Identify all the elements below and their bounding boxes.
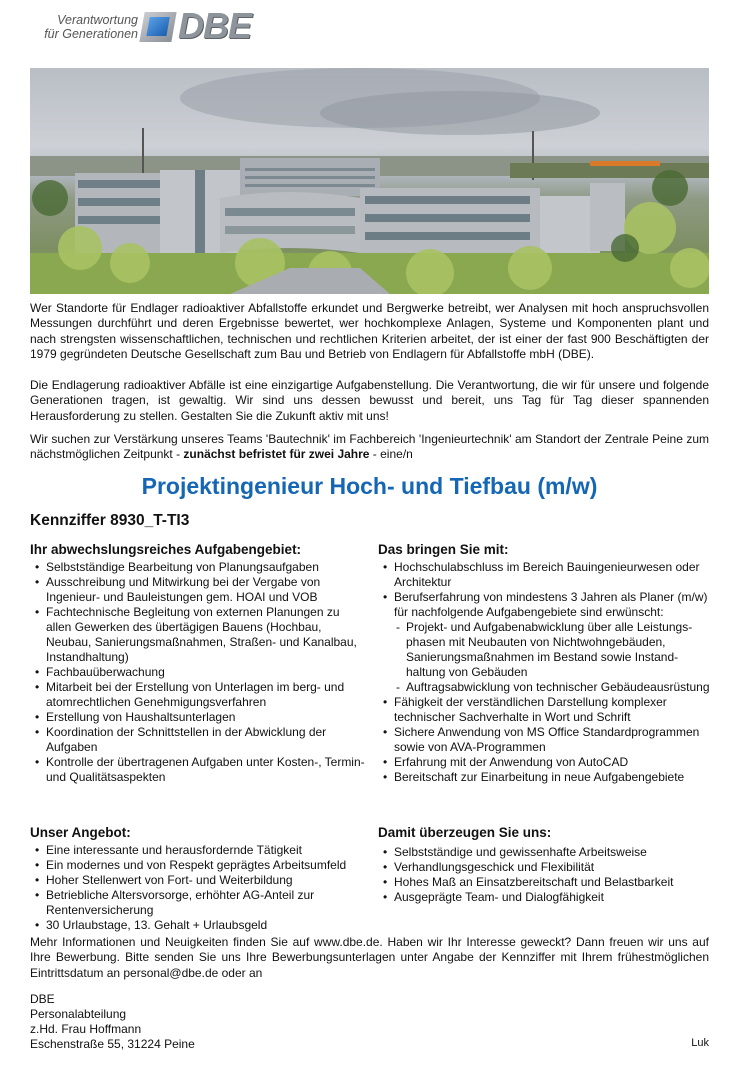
list-item: • Mitarbeit bei der Erstellung von Unterlagen im berg- und atomrechtlichen Genehmigungsverfahren	[33, 680, 368, 710]
list-item: • Ein modernes und von Respekt geprägtes Arbeitsumfeld	[33, 858, 363, 873]
list-item: • Eine interessante und herausfordernde Tätigkeit	[33, 843, 363, 858]
list-item: • Kontrolle der übertragenen Aufgaben unter Kosten-, Termin- und Qualitätsaspekten	[33, 755, 368, 785]
list-item: • Koordination der Schnittstellen in der Abwicklung der Aufgaben	[33, 725, 368, 755]
logo-wordmark: DBE	[178, 5, 252, 46]
building-photo	[30, 68, 709, 294]
list-item: • 30 Urlaubstage, 13. Gehalt + Urlaubsgeld	[33, 918, 363, 933]
company-logo	[28, 5, 288, 50]
offer-heading: Unser Angebot:	[30, 825, 131, 840]
requirements-list	[381, 560, 711, 785]
list-item: • Ausschreibung und Mitwirkung bei der Vergabe von Ingenieur- und Bauleistungen gem. HOAI und VOB	[33, 575, 368, 605]
offer-list	[33, 843, 363, 933]
tasks-list	[33, 560, 368, 785]
convince-heading: Damit überzeugen Sie uns:	[378, 825, 552, 840]
closing-paragraph: Mehr Informationen und Neuigkeiten finden Sie auf www.dbe.de. Haben wir Ihr Interesse geweckt? Dann freuen wir uns auf Ihre Bewerbung. Bitte senden Sie uns Ihre Bewerbungsunterlagen unter Angabe der Kennziffer mit Ihrem frühestmöglichen Eintrittsdatum an personal@dbe.de oder an	[30, 935, 709, 980]
list-item	[381, 590, 711, 695]
requirements-heading: Das bringen Sie mit:	[378, 542, 509, 557]
address-line: Personalabteilung	[30, 1007, 127, 1021]
list-item: • Hochschulabschluss im Bereich Bauingenieurwesen oder Architektur	[381, 560, 711, 590]
list-item: • Selbstständige Bearbeitung von Planungsaufgaben	[33, 560, 368, 575]
address-line: DBE	[30, 992, 55, 1006]
job-code: Kennziffer 8930_T-TI3	[30, 512, 190, 529]
logo-tagline	[28, 13, 138, 41]
tagline-line-2: für Generationen	[44, 27, 138, 41]
list-item: • Selbstständige und gewissenhafte Arbeitsweise	[381, 845, 711, 860]
list-item-text: Berufserfahrung von mindestens 3 Jahren als Planer (m/w) für nachfolgende Aufgabengebiete sind erwünscht:	[394, 590, 708, 619]
logo-square-icon	[139, 12, 176, 42]
postal-address	[30, 992, 195, 1052]
intro-p3-end: - eine/n	[369, 447, 413, 462]
list-item: • Fachtechnische Begleitung von externen Planungen zu allen Gewerken des übertägigen Bauens (Hochbau, Neubau, Sanierungsmaßnahmen, Straßen- und Kanalbau, Instandhaltung)	[33, 605, 368, 665]
list-item: • Hohes Maß an Einsatzbereitschaft und Belastbarkeit	[381, 875, 711, 890]
intro-p3-text: Wir suchen zur Verstärkung unseres Teams 'Bautechnik' im Fachbereich 'Ingenieurtechnik' am Standort der Zentrale Peine zum nächstmöglichen Zeitpunkt -	[30, 432, 709, 462]
list-item: • Betriebliche Altersvorsorge, erhöhter AG-Anteil zur Rentenversicherung	[33, 888, 363, 918]
list-item: • Ausgeprägte Team- und Dialogfähigkeit	[381, 890, 711, 905]
intro-paragraph-3	[30, 432, 709, 463]
list-item: • Verhandlungsgeschick und Flexibilität	[381, 860, 711, 875]
tasks-heading: Ihr abwechslungsreiches Aufgabengebiet:	[30, 542, 302, 557]
intro-paragraph-2: Die Endlagerung radioaktiver Abfälle ist eine einzigartige Aufgabenstellung. Die Verantwortung, die wir für unsere und folgende Generationen tragen, ist gewaltig. Wir sind uns dessen bewusst und bereit, uns Tag für Tag dieser spannenden Herausforderung zu stellen. Gestalten Sie die Zukunft aktiv mit uns!	[30, 378, 709, 423]
intro-p3-bold: zunächst befristet für zwei Jahre	[183, 447, 370, 462]
list-item: • Sichere Anwendung von MS Office Standardprogrammen sowie von AVA-Programmen	[381, 725, 711, 755]
list-item: • Hoher Stellenwert von Fort- und Weiterbildung	[33, 873, 363, 888]
list-item: • Erstellung von Haushaltsunterlagen	[33, 710, 368, 725]
footer-code: Luk	[691, 1037, 709, 1049]
list-item: • Erfahrung mit der Anwendung von AutoCAD	[381, 755, 711, 770]
tagline-line-1: Verantwortung	[57, 13, 138, 27]
address-line: Eschenstraße 55, 31224 Peine	[30, 1037, 195, 1051]
requirements-sublist	[394, 620, 711, 695]
list-item: • Fachbauüberwachung	[33, 665, 368, 680]
address-line: z.Hd. Frau Hoffmann	[30, 1022, 142, 1036]
convince-list	[381, 845, 711, 905]
sub-list-item: - Projekt- und Aufgabenabwicklung über alle Leistungs-phasen mit Neubauten von Nichtwohngebäuden, Sanierungsmaßnahmen im Bestand sowie Instand-haltung von Gebäuden	[394, 620, 711, 680]
sub-list-item: - Auftragsabwicklung von technischer Gebäudeausrüstung	[394, 680, 711, 695]
job-title: Projektingenieur Hoch- und Tiefbau (m/w)	[141, 473, 598, 499]
list-item: • Fähigkeit der verständlichen Darstellung komplexer technischer Sachverhalte in Wort und Schrift	[381, 695, 711, 725]
list-item: • Bereitschaft zur Einarbeitung in neue Aufgabengebiete	[381, 770, 711, 785]
intro-paragraph-1: Wer Standorte für Endlager radioaktiver Abfallstoffe erkundet und Bergwerke betreibt, wer Analysen mit hoch anspruchsvollen Messungen durchführt und deren Ergebnisse bewertet, wer hochkomplexe Anlagen, Systeme und Komponenten plant und nach strengsten wissenschaftlichen, technischen und rechtlichen Kriterien arbeitet, der ist einer der fast 900 Beschäftigten der 1979 gegründeten Deutsche Gesellschaft zum Bau und Betrieb von Endlagern für Abfallstoffe mbH (DBE).	[30, 301, 709, 361]
